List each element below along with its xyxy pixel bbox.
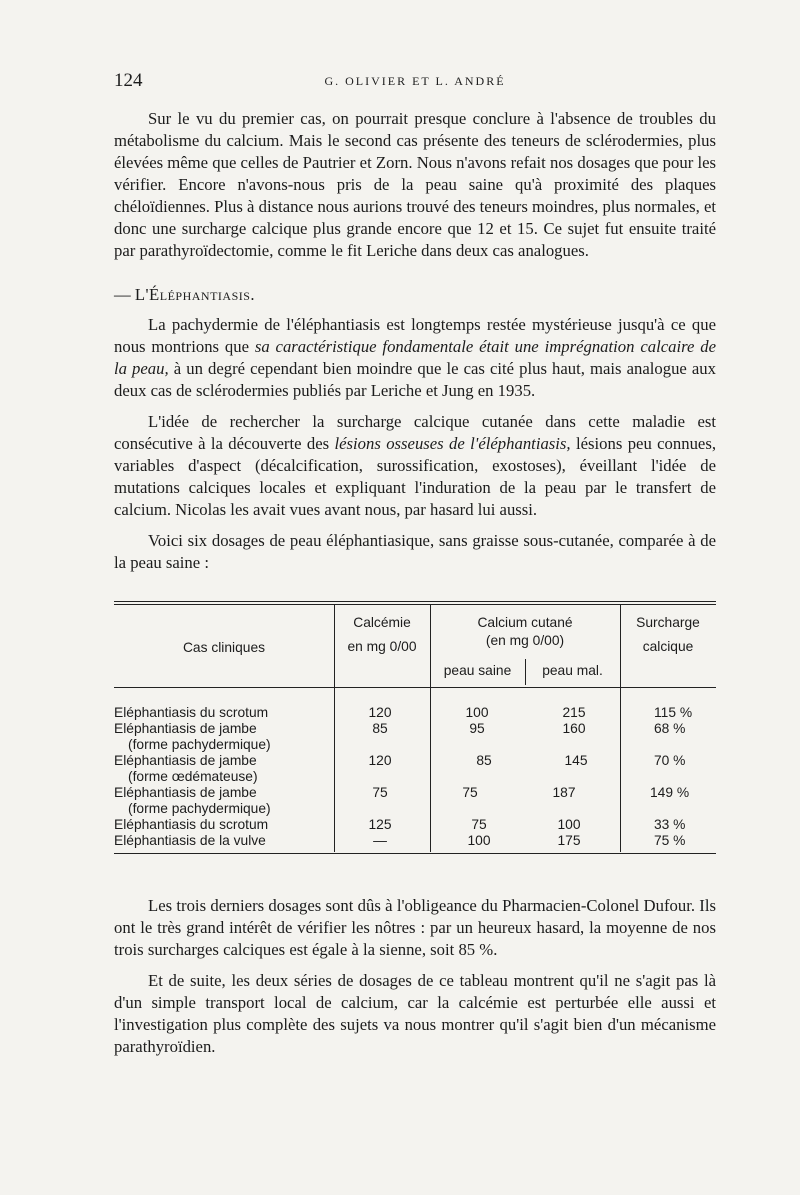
row-3-healthy: 85 xyxy=(476,753,492,768)
header-healthy: peau saine xyxy=(443,663,512,678)
row-2-healthy: 95 xyxy=(469,721,485,736)
row-1-calcemia: 120 xyxy=(368,705,392,720)
header-cases: Cas cliniques xyxy=(182,640,266,655)
paragraph-3-a: L'idée de rechercher la surcharge calcique cutanée dans cette maladie est consécutive à la découverte des xyxy=(114,412,716,453)
header-calcemia-2: en mg 0/00 xyxy=(347,639,417,654)
row-3-case: Eléphantiasis de jambe xyxy=(114,753,257,768)
row-5-case: Eléphantiasis du scrotum xyxy=(114,817,269,832)
table-top-rule-2 xyxy=(114,604,716,605)
document-page xyxy=(114,70,716,1058)
row-6-diseased: 175 xyxy=(557,833,581,848)
row-5-healthy: 75 xyxy=(471,817,487,832)
row-2-surcharge: 68 % xyxy=(654,721,686,736)
row-4-calcemia: 75 xyxy=(372,785,388,800)
paragraph-3-b: lésions peu connues, variables d'aspect (décalcification, surossification, exostoses), éveillant l'idée de mutations calciques locales et expliquant l'induration de la peau par le transfert de calcium. Nicolas les avait vues avant nous, par hasard lui aussi. xyxy=(114,434,716,519)
row-1-surcharge: 115 % xyxy=(654,705,693,720)
row-6-healthy: 100 xyxy=(467,833,491,848)
table-top-rule xyxy=(114,601,716,602)
row-1-case: Eléphantiasis du scrotum xyxy=(114,705,269,720)
row-4-healthy: 75 xyxy=(462,785,478,800)
running-head: G. OLIVIER ET L. ANDRÉ xyxy=(324,74,506,88)
header-surcharge-1: Surcharge xyxy=(636,615,700,630)
row-3-diseased: 145 xyxy=(564,753,588,768)
paragraph-5: Les trois derniers dosages sont dûs à l'obligeance du Pharmacien-Colonel Dufour. Ils ont le très grand intérêt de vérifier les nôtres : par un heureux hasard, la moyenne de nos trois surcharges calciques est égale à la sienne, soit 85 %. xyxy=(114,896,716,959)
row-1-healthy: 100 xyxy=(465,705,489,720)
section-dash: — xyxy=(114,285,135,304)
paragraph-3-emphasis: lésions osseuses de l'éléphantiasis, xyxy=(334,434,571,453)
header-calcium-2: (en mg 0/00) xyxy=(485,633,565,648)
paragraph-4: Voici six dosages de peau éléphantiasique, sans graisse sous-cutanée, comparée à de la peau saine : xyxy=(114,531,716,572)
paragraph-6: Et de suite, les deux séries de dosages de ce tableau montrent qu'il ne s'agit pas là d'un simple transport local de calcium, car la calcémie est perturbée elle aussi et l'investigation plus complète des sujets va nous montrer qu'il s'agit bien d'un mécanisme parathyroïdien. xyxy=(114,971,716,1056)
section-title: L'Éléphantiasis. xyxy=(134,285,256,304)
header-diseased: peau mal. xyxy=(542,663,603,678)
header-calcium-1: Calcium cutané xyxy=(477,615,573,630)
section-heading xyxy=(114,284,716,306)
header-calcemia-1: Calcémie xyxy=(353,615,411,630)
calcium-table xyxy=(114,601,716,855)
table-bottom-rule xyxy=(114,853,716,854)
page-number: 124 xyxy=(114,70,143,91)
page-header xyxy=(114,70,716,92)
paragraph-2-b: à un degré cependant bien moindre que le cas cité plus haut, mais analogue aux deux cas de sclérodermies publiés par Leriche et Jung en 1935. xyxy=(114,359,716,400)
row-3-surcharge: 70 % xyxy=(654,753,686,768)
row-4-surcharge: 149 % xyxy=(650,785,690,800)
row-2-case: Eléphantiasis de jambe xyxy=(114,721,257,736)
paragraph-1: Sur le vu du premier cas, on pourrait presque conclure à l'absence de troubles du métabolisme du calcium. Mais le second cas présente des teneurs de sclérodermies, plus élevées même que celles de Pautrier et Zorn. Nous n'avons refait nos dosages que pour les vérifier. Encore n'avons-nous pris de la peau saine qu'à proximité des plaques chéloïdiennes. Plus à distance nous aurions trouvé des teneurs moindres, plus normales, et donc une surcharge calcique plus grande encore que 12 et 15. Ce sujet fut ensuite traité par parathyroïdectomie, comme le fit Leriche dans deux cas analogues. xyxy=(114,109,717,260)
paragraph-2-emphasis: sa caractéristique fondamentale était une imprégnation calcaire de la peau, xyxy=(114,337,716,378)
row-6-surcharge: 75 % xyxy=(654,833,686,848)
row-3-sub: (forme œdémateuse) xyxy=(128,769,258,784)
row-1-diseased: 215 xyxy=(562,705,586,720)
row-5-surcharge: 33 % xyxy=(654,817,686,832)
paragraph-2 xyxy=(114,314,716,402)
row-4-sub: (forme pachydermique) xyxy=(128,801,271,816)
row-3-calcemia: 120 xyxy=(368,753,392,768)
row-2-sub: (forme pachydermique) xyxy=(128,737,271,752)
row-5-diseased: 100 xyxy=(557,817,581,832)
paragraph-3 xyxy=(114,411,716,521)
row-6-calcemia: — xyxy=(373,833,387,848)
row-4-case: Eléphantiasis de jambe xyxy=(114,785,257,800)
paragraph-2-a: La pachydermie de l'éléphantiasis est longtemps restée mystérieuse jusqu'à ce que nous montrions que xyxy=(114,315,716,356)
row-2-diseased: 160 xyxy=(562,721,586,736)
row-5-calcemia: 125 xyxy=(368,817,392,832)
row-4-diseased: 187 xyxy=(552,785,576,800)
table-header-rule xyxy=(114,687,716,688)
row-2-calcemia: 85 xyxy=(372,721,388,736)
row-6-case: Eléphantiasis de la vulve xyxy=(114,833,266,848)
header-surcharge-2: calcique xyxy=(642,639,694,654)
